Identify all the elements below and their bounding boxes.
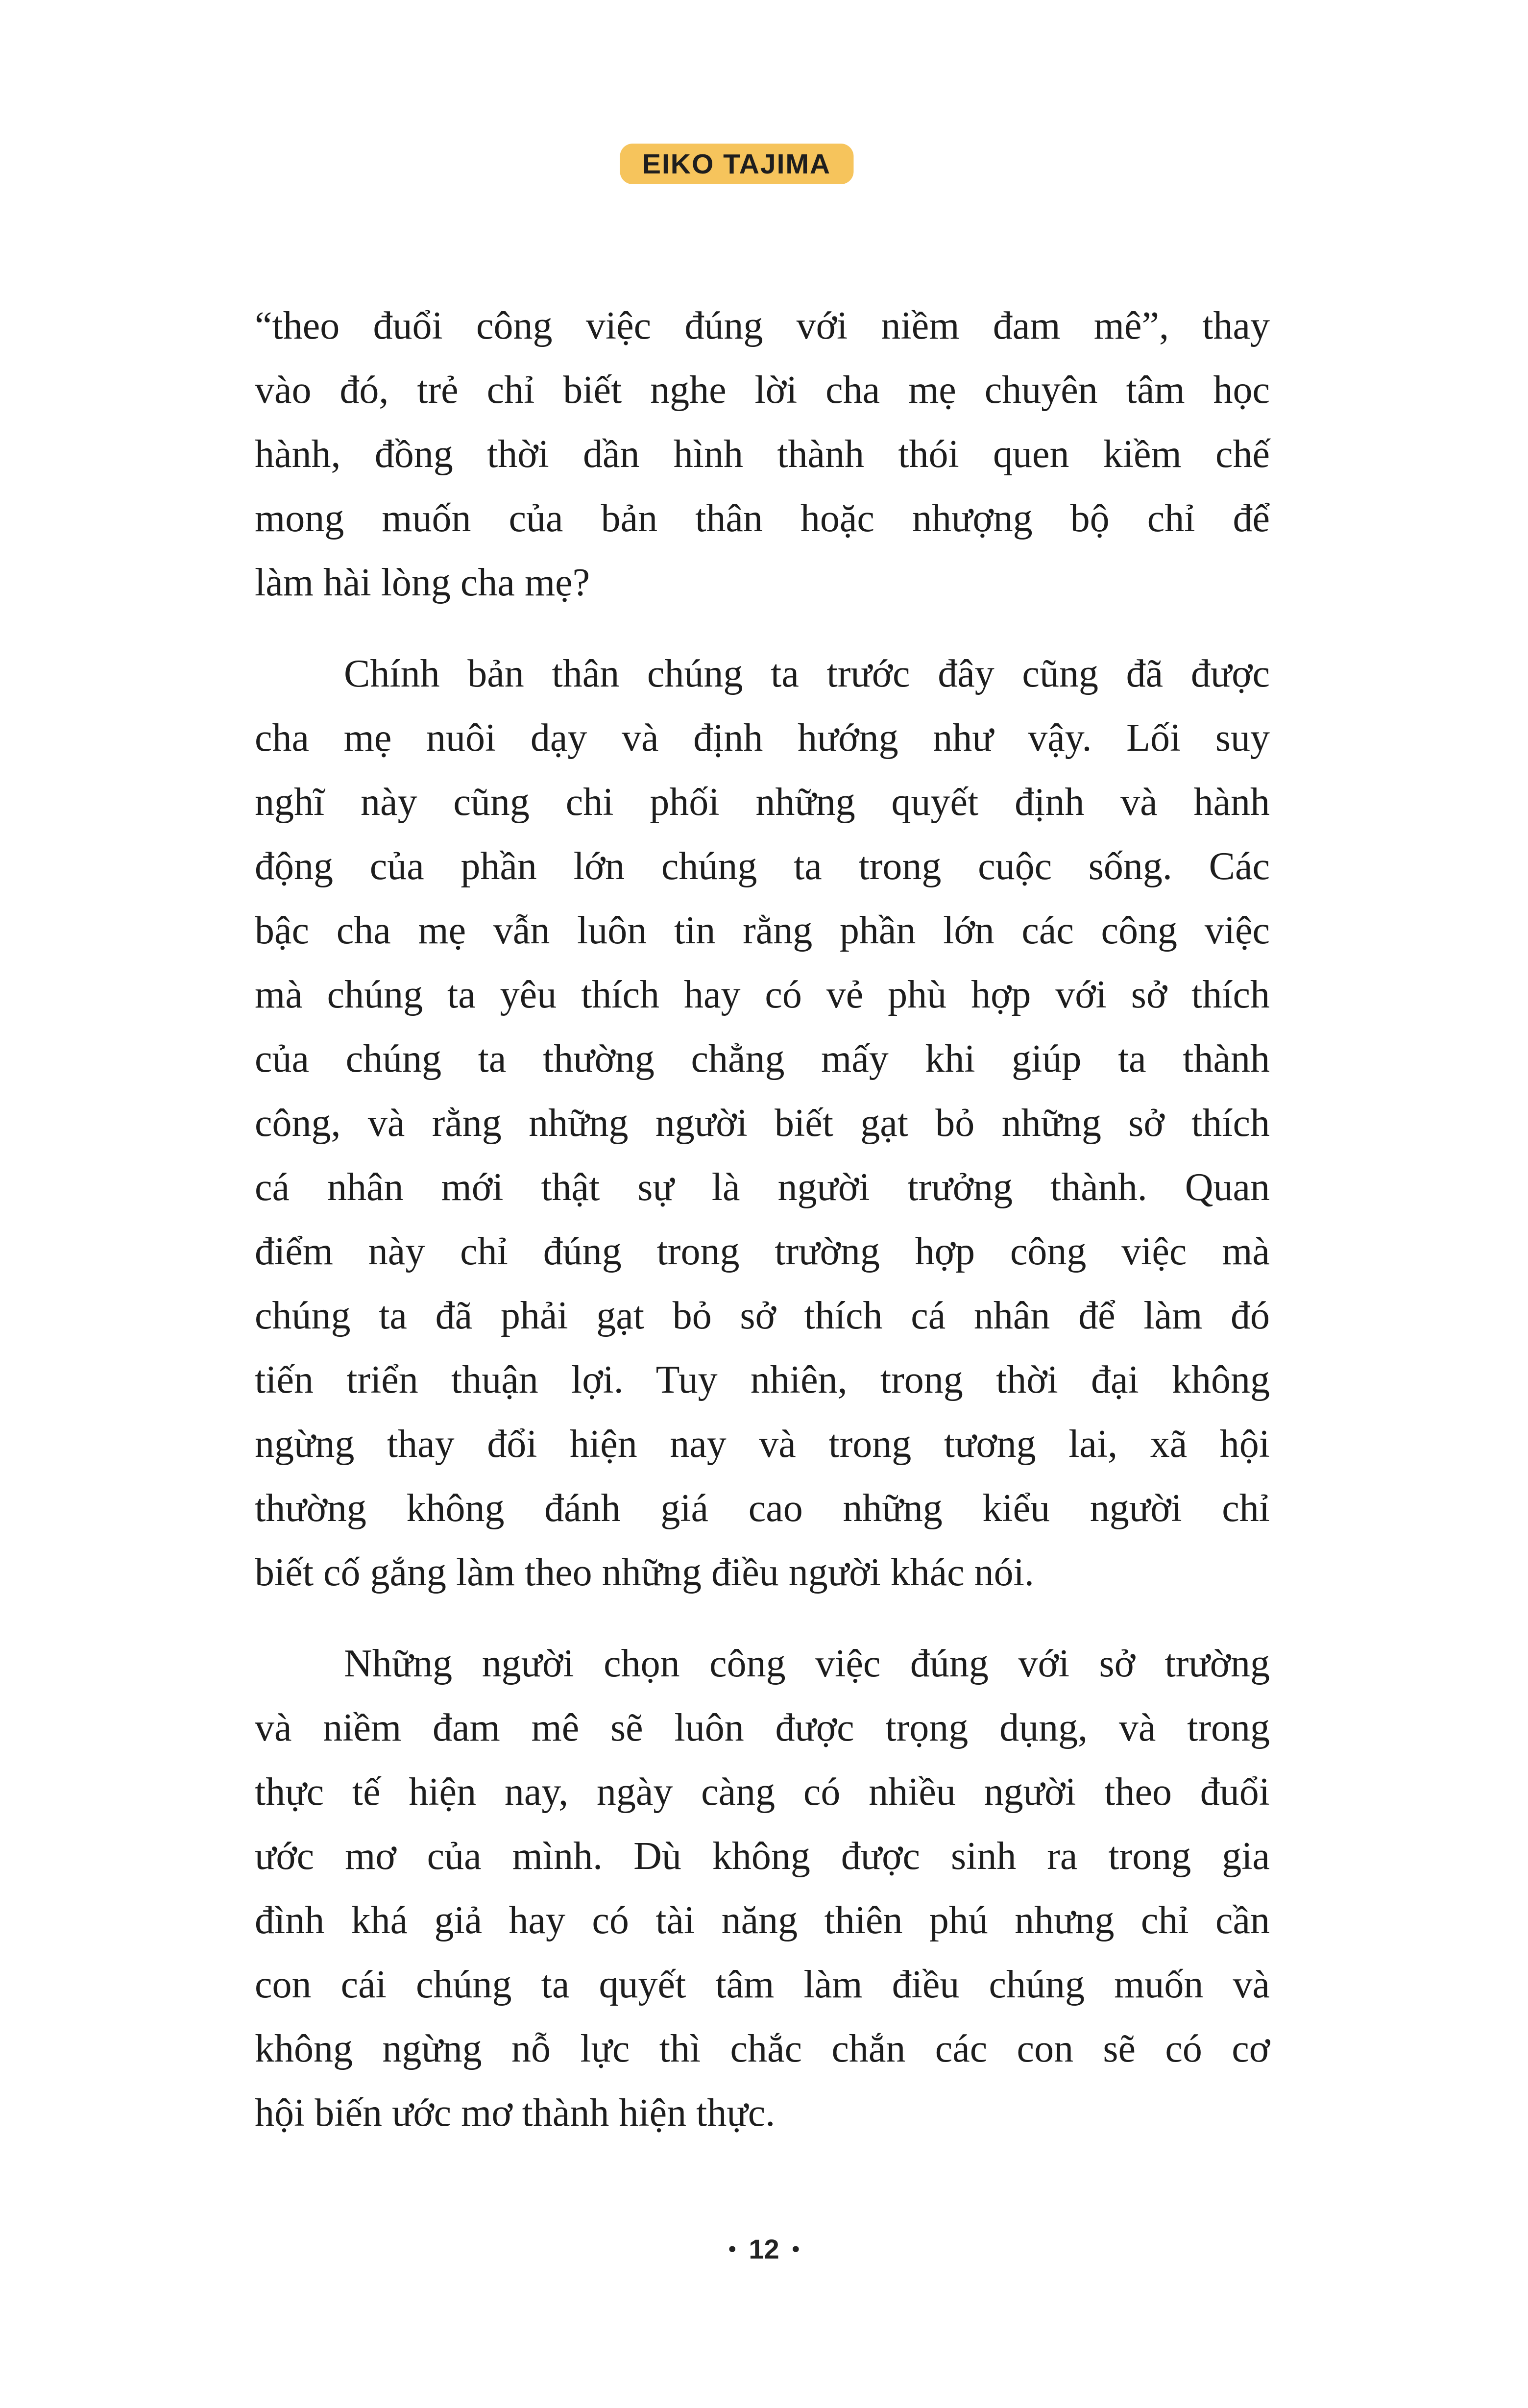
text-line: tiến triển thuận lợi. Tuy nhiên, trong thời đại không <box>255 1358 1270 1401</box>
author-badge: EIKO TAJIMA <box>620 144 853 184</box>
text-line: ngừng thay đổi hiện nay và trong tương lai, xã hội <box>255 1423 1270 1466</box>
text-line: mong muốn của bản thân hoặc nhượng bộ chỉ để <box>255 497 1270 540</box>
text-line: công, và rằng những người biết gạt bỏ những sở thích <box>255 1102 1270 1145</box>
text-line: chúng ta đã phải gạt bỏ sở thích cá nhân để làm đó <box>255 1294 1270 1337</box>
text-line: con cái chúng ta quyết tâm làm điều chúng muốn và <box>255 1963 1270 2006</box>
text-line: vào đó, trẻ chỉ biết nghe lời cha mẹ chuyên tâm học <box>255 369 1270 412</box>
text-line: mà chúng ta yêu thích hay có vẻ phù hợp với sở thích <box>255 973 1270 1016</box>
text-line: hội biến ước mơ thành hiện thực. <box>255 2091 776 2135</box>
text-line: cá nhân mới thật sự là người trưởng thành. Quan <box>255 1166 1270 1209</box>
text-line: Chính bản thân chúng ta trước đây cũng đã được <box>344 652 1270 695</box>
text-line: làm hài lòng cha mẹ? <box>255 561 590 604</box>
text-line: điểm này chỉ đúng trong trường hợp công việc mà <box>255 1230 1270 1273</box>
text-line: đình khá giả hay có tài năng thiên phú nhưng chỉ cần <box>255 1899 1270 1942</box>
footer-right-bullet-icon: • <box>792 2236 800 2261</box>
text-line: biết cố gắng làm theo những điều người khác nói. <box>255 1551 1034 1594</box>
text-line: hành, đồng thời dần hình thành thói quen kiềm chế <box>255 433 1270 476</box>
text-line: cha mẹ nuôi dạy và định hướng như vậy. Lối suy <box>255 716 1270 760</box>
text-line: Những người chọn công việc đúng với sở trường <box>344 1642 1270 1685</box>
text-line: không ngừng nỗ lực thì chắc chắn các con sẽ có cơ <box>255 2027 1270 2070</box>
text-line: nghĩ này cũng chi phối những quyết định và hành <box>255 781 1270 824</box>
text-line: ước mơ của mình. Dù không được sinh ra trong gia <box>255 1835 1270 1878</box>
page-footer <box>728 2233 800 2265</box>
paragraph <box>255 1632 1270 2145</box>
text-line: của chúng ta thường chẳng mấy khi giúp ta thành <box>255 1037 1270 1081</box>
footer-left-bullet-icon: • <box>728 2236 736 2261</box>
text-line: thường không đánh giá cao những kiểu người chỉ <box>255 1487 1270 1530</box>
text-line: “theo đuổi công việc đúng với niềm đam mê”, thay <box>255 304 1270 347</box>
text-block <box>255 294 1270 2145</box>
page-number: 12 <box>749 2234 779 2264</box>
text-line: và niềm đam mê sẽ luôn được trọng dụng, và trong <box>255 1706 1270 1749</box>
text-line: thực tế hiện nay, ngày càng có nhiều người theo đuổi <box>255 1770 1270 1814</box>
paragraph <box>255 642 1270 1605</box>
text-line: động của phần lớn chúng ta trong cuộc sống. Các <box>255 845 1270 888</box>
text-line: bậc cha mẹ vẫn luôn tin rằng phần lớn các công việc <box>255 909 1270 952</box>
paragraph <box>255 294 1270 615</box>
